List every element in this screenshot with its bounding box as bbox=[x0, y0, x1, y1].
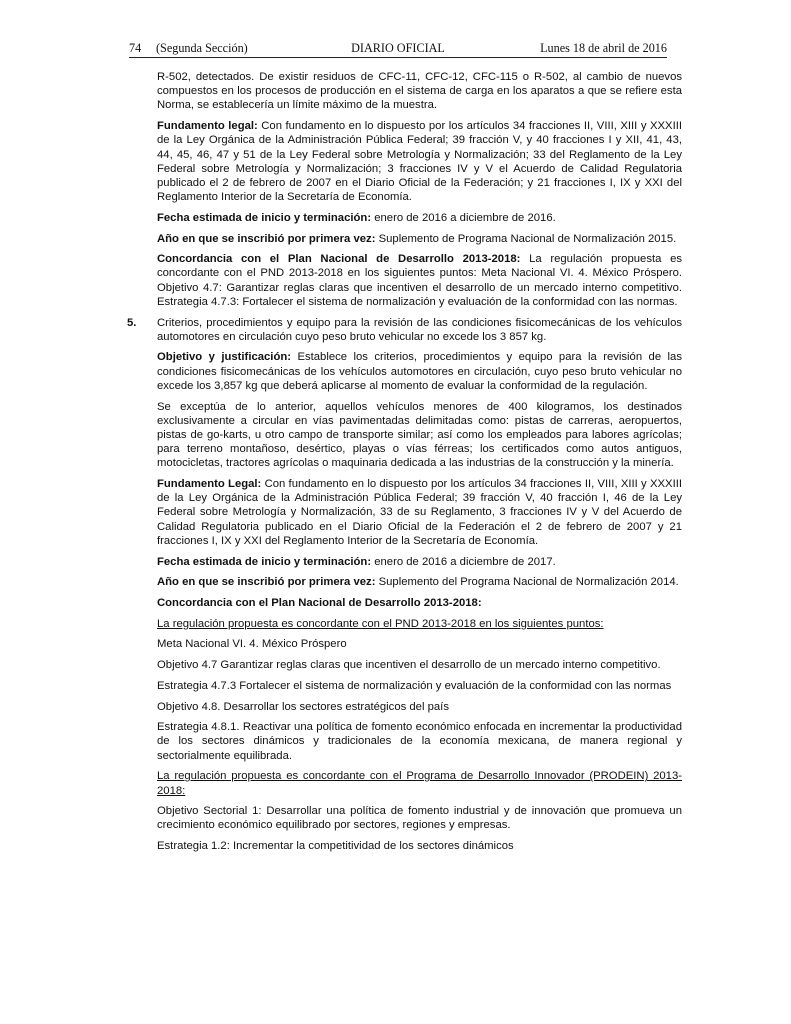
paragraph-text: Objetivo 4.7 Garantizar reglas claras que incentiven el desarrollo de un mercado interno competitivo. bbox=[157, 659, 661, 672]
field-label: Fundamento Legal: bbox=[157, 478, 262, 491]
field-text: enero de 2016 a diciembre de 2016. bbox=[371, 211, 556, 224]
fundamento-legal-paragraph bbox=[157, 477, 682, 548]
pnd-intro bbox=[157, 617, 682, 631]
estrategia-line bbox=[157, 839, 682, 853]
field-text: Suplemento de Programa Nacional de Normalización 2015. bbox=[375, 232, 677, 245]
fecha-paragraph bbox=[157, 211, 682, 225]
estrategia-line bbox=[157, 720, 682, 763]
field-text: Con fundamento en lo dispuesto por los artículos 34 fracciones II, VIII, XIII y XXXIII de la Ley Orgánica de la Administración Pública Federal; 39 fracción V, y 40 fracciones I y XII, 41, 43, 44, 45, 46, 47 y 51 de la Ley Federal sobre Metrología y Normalización; 33 del Reglamento de la Ley Federal sobre Metrología y Normalización; 3 fracciones IV y V el Acuerdo de Calidad Regulatoria publicado el 2 de febrero de 2007 en el Diario Oficial de la Federación; y 21 fracciones I, IX y XXI del Reglamento Interior de la Secretaría de Economía. bbox=[157, 120, 682, 204]
paragraph-text: Estrategia 4.7.3 Fortalecer el sistema de normalización y evaluación de la conformidad con las normas bbox=[157, 679, 672, 692]
estrategia-line bbox=[157, 679, 682, 693]
objetivo-sectorial-line bbox=[157, 804, 682, 832]
concordancia-heading bbox=[157, 596, 682, 610]
paragraph-text: Estrategia 4.8.1. Reactivar una política de fomento económico enfocada en incrementar la productividad de los sectores dinámicos y tradicionales de la economía mexicana, de manera regional y sectorialmente equilibrada. bbox=[157, 721, 682, 762]
field-text: enero de 2016 a diciembre de 2017. bbox=[371, 555, 556, 568]
field-label: Fundamento legal: bbox=[157, 120, 258, 133]
field-label: Año en que se inscribió por primera vez: bbox=[157, 576, 376, 589]
page-header bbox=[129, 40, 667, 58]
fundamento-legal-paragraph bbox=[157, 119, 682, 204]
field-label: Concordancia con el Plan Nacional de Desarrollo 2013-2018: bbox=[157, 253, 521, 266]
field-text: Establece los criterios, procedimientos y equipo para la revisión de las condiciones fisicomecánicas de los vehículos automotores en circulación, cuyo peso bruto vehicular no excede los 3,857 kg que deberá aplicarse al momento de evaluar la conformidad de la regulación. bbox=[157, 351, 682, 392]
page-number: 74 bbox=[129, 41, 142, 55]
anio-paragraph bbox=[157, 232, 682, 246]
document-body bbox=[127, 70, 683, 860]
list-item bbox=[127, 316, 682, 344]
field-label: Año en que se inscribió por primera vez: bbox=[157, 232, 376, 245]
paragraph-text: Se exceptúa de lo anterior, aquellos vehículos menores de 400 kilogramos, los destinados exclusivamente a circular en vías pavimentadas delimitadas como: pistas de carreras, aeropuertos, pistas de go-karts, u otro campo de transporte similar; así como los empleados para labores agrícolas; para terreno montañoso, desértico, playas o vías férreas; los certificados como autos antiguos, motocicletas, tractores agrícolas o maquinaria dedicada a las industrias de la construcción y la minería. bbox=[157, 400, 682, 470]
prodein-intro bbox=[157, 769, 682, 797]
publication-title: DIARIO OFICIAL bbox=[351, 41, 445, 55]
paragraph-text: Objetivo 4.8. Desarrollar los sectores estratégicos del país bbox=[157, 700, 449, 713]
field-label: Fecha estimada de inicio y terminación: bbox=[157, 211, 372, 224]
anio-paragraph bbox=[157, 575, 682, 589]
field-text: Suplemento del Programa Nacional de Normalización 2014. bbox=[375, 576, 679, 589]
underlined-text: La regulación propuesta es concordante con el PND 2013-2018 en los siguientes puntos: bbox=[157, 617, 604, 630]
paragraph-text: R-502, detectados. De existir residuos de CFC-11, CFC-12, CFC-115 o R-502, al cambio de nuevos compuestos en los procesos de producción en el sistema de carga en los aparatos a que se refiere esta Norma, se establecería un límite máximo de la muestra. bbox=[157, 71, 682, 112]
publication-date: Lunes 18 de abril de 2016 bbox=[540, 41, 667, 55]
fecha-paragraph bbox=[157, 555, 682, 569]
paragraph-text: Estrategia 1.2: Incrementar la competitividad de los sectores dinámicos bbox=[157, 840, 514, 853]
objetivo-line bbox=[157, 658, 682, 672]
meta-line bbox=[157, 637, 682, 651]
objetivo-paragraph bbox=[157, 350, 682, 393]
paragraph bbox=[157, 70, 682, 113]
item-number: 5. bbox=[127, 316, 137, 329]
paragraph-text: Objetivo Sectorial 1: Desarrollar una política de fomento industrial y de innovación que promueva un crecimiento económico equilibrado por sectores, regiones y empresas. bbox=[157, 805, 682, 832]
field-label: Fecha estimada de inicio y terminación: bbox=[157, 555, 372, 568]
underlined-text: La regulación propuesta es concordante con el Programa de Desarrollo Innovador (PRODEIN) 2013-2018: bbox=[157, 770, 682, 797]
paragraph-text: Meta Nacional VI. 4. México Próspero bbox=[157, 638, 347, 651]
field-label: Objetivo y justificación: bbox=[157, 351, 292, 364]
field-label: Concordancia con el Plan Nacional de Desarrollo 2013-2018: bbox=[157, 597, 482, 609]
section-label: (Segunda Sección) bbox=[156, 41, 248, 55]
objetivo-line bbox=[157, 700, 682, 714]
excepcion-paragraph bbox=[157, 400, 682, 471]
concordancia-paragraph bbox=[157, 252, 682, 309]
field-text: La regulación propuesta es concordante con el PND 2013-2018 en los siguientes puntos: Meta Nacional VI. 4. México Próspero. Objetivo 4.7: Garantizar reglas claras que incentiven el desarrollo de un mercado interno competitivo. Estrategia 4.7.3: Fortalecer el sistema de normalización y evaluación de la conformidad con las normas. bbox=[157, 253, 683, 308]
item-title-text: Criterios, procedimientos y equipo para la revisión de las condiciones fisicomecánicas de los vehículos automotores en circulación cuyo peso bruto vehicular no excede los 3 857 kg. bbox=[157, 316, 682, 343]
field-text: Con fundamento en lo dispuesto por los artículos 34 fracciones II, VIII, XIII y XXXIII de la Ley Orgánica de la Administración Pública Federal; 39 fracción V, 40 fracción I, 46 de la Ley Federal sobre Metrología y Normalización, 33 de su Reglamento, 3 fracciones IV y V del Acuerdo de Calidad Regulatoria publicado en el Diario Oficial de la Federación el 2 de febrero de 2007 y 21 fracciones I, IX y XXI del Reglamento Interior de la Secretaría de Economía. bbox=[157, 478, 682, 547]
item-title bbox=[157, 316, 682, 344]
